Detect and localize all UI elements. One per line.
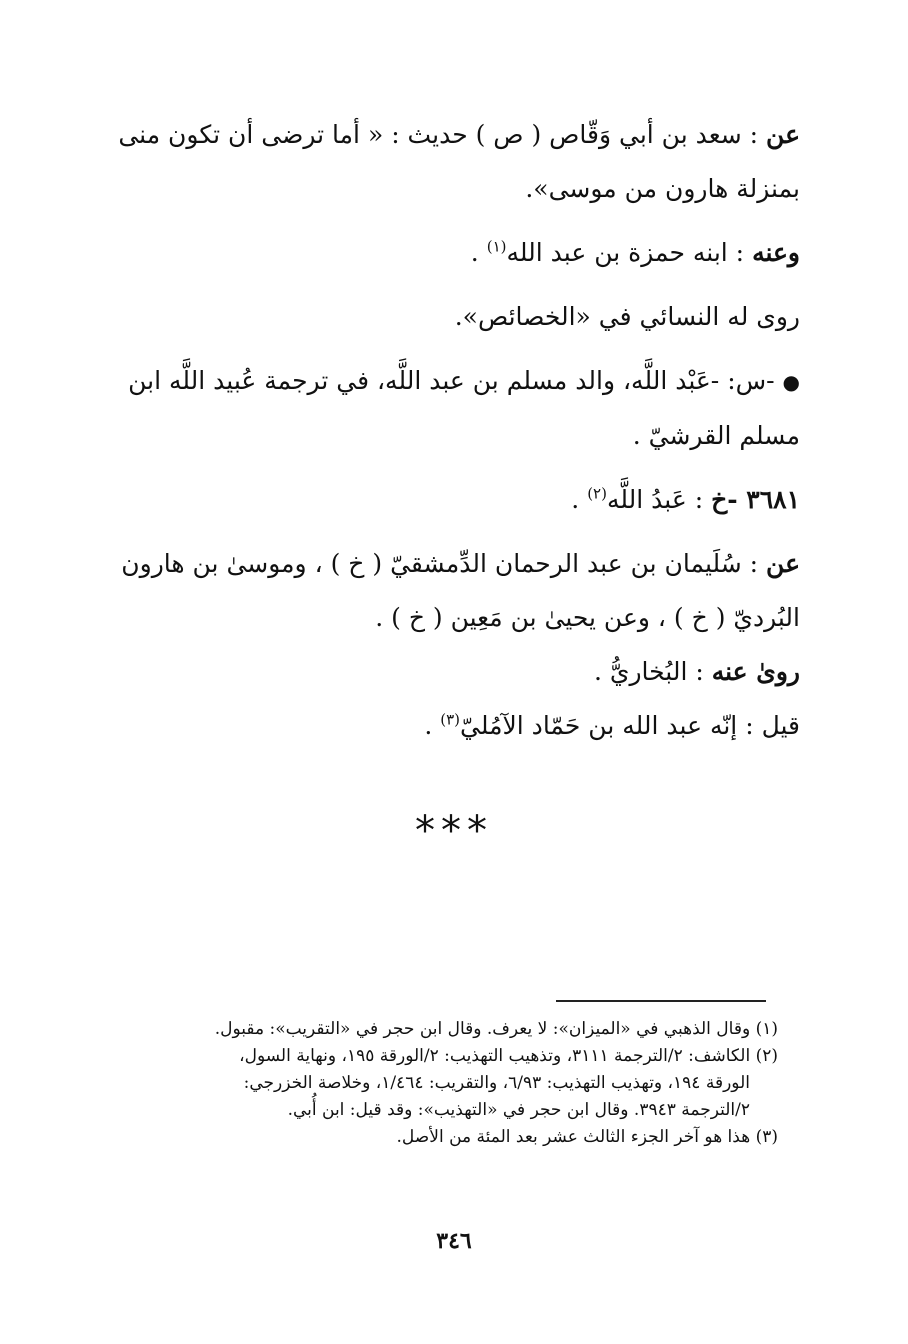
entry-text: -س: -عَبْد اللَّه، والد مسلم بن عبد اللَّه، في ترجمة عُبيد اللَّه ابن مسلم القرشيّ . [128,366,800,450]
entry-paragraph [100,354,800,463]
footnote-ref: (٢) [587,484,607,503]
footnote-divider [556,1000,766,1002]
entry-text: روى له النسائي في «الخصائص». [454,302,800,331]
main-text [100,108,800,753]
entry-paragraph [100,290,800,344]
footnote-ref: (١) [486,237,507,256]
entry-lead: عن [766,120,800,149]
entry-paragraph [100,537,800,645]
entry-text: قيل : إنّه عبد الله بن حَمّاد الآمُليّ [460,711,800,740]
entry-paragraph [100,226,800,280]
footnote-2-line-2: الورقة ١٩٤، وتهذيب التهذيب: ٦/٩٣، والتقريب: ١/٤٦٤، وخلاصة الخزرجي: [243,1073,750,1093]
entry-number: ٣٦٨١ -خ [711,485,800,514]
entry-text: : ابنه حمزة بن عبد الله [506,238,753,267]
footnote-1: (١) وقال الذهبي في «الميزان»: لا يعرف. وقال ابن حجر في «التقريب»: مقبول. [214,1019,778,1039]
footnote-ref: (٣) [440,710,461,729]
entry-lead: وعنه [752,238,800,267]
entry-paragraph [100,645,800,699]
entry-tail: . [424,711,441,740]
entry-paragraph [100,108,800,216]
entry-tail: . [571,485,588,514]
entry-lead: روىٰ عنه [711,657,800,686]
page-number: ٣٤٦ [436,1228,472,1254]
bullet-icon: ● [782,370,800,394]
footnote-3: (٣) هذا هو آخر الجزء الثالث عشر بعد المئة من الأصل. [396,1127,778,1147]
entry-text: : عَبدُ اللَّه [606,485,712,514]
footnote-2-line-3: ٢/الترجمة ٣٩٤٣. وقال ابن حجر في «التهذيب»: وقد قيل: ابن أُبي. [287,1100,750,1120]
footnote-2-line-1: (٢) الكاشف: ٢/الترجمة ٣١١١، وتذهيب التهذيب: ٢/الورقة ١٩٥، ونهاية السول، [239,1046,778,1066]
footnotes [78,1016,778,1151]
entry-text: : سُلَيمان بن عبد الرحمان الدِّمشقيّ ( خ ) ، وموسىٰ بن هارون البُرديّ ( خ ) ، وعن يحيىٰ بن مَعِين ( خ ) . [121,549,800,632]
entry-tail: . [470,238,487,267]
entry-paragraph [100,699,800,753]
section-separator: *** [415,808,493,854]
entry-heading [100,473,800,527]
entry-lead: عن [766,549,800,578]
entry-text: : سعد بن أبي وَقّاص ( ص ) حديث : « أما ترضى أن تكون منى بمنزلة هارون من موسى». [118,120,800,203]
entry-text: : البُخاريُّ . [594,657,712,686]
